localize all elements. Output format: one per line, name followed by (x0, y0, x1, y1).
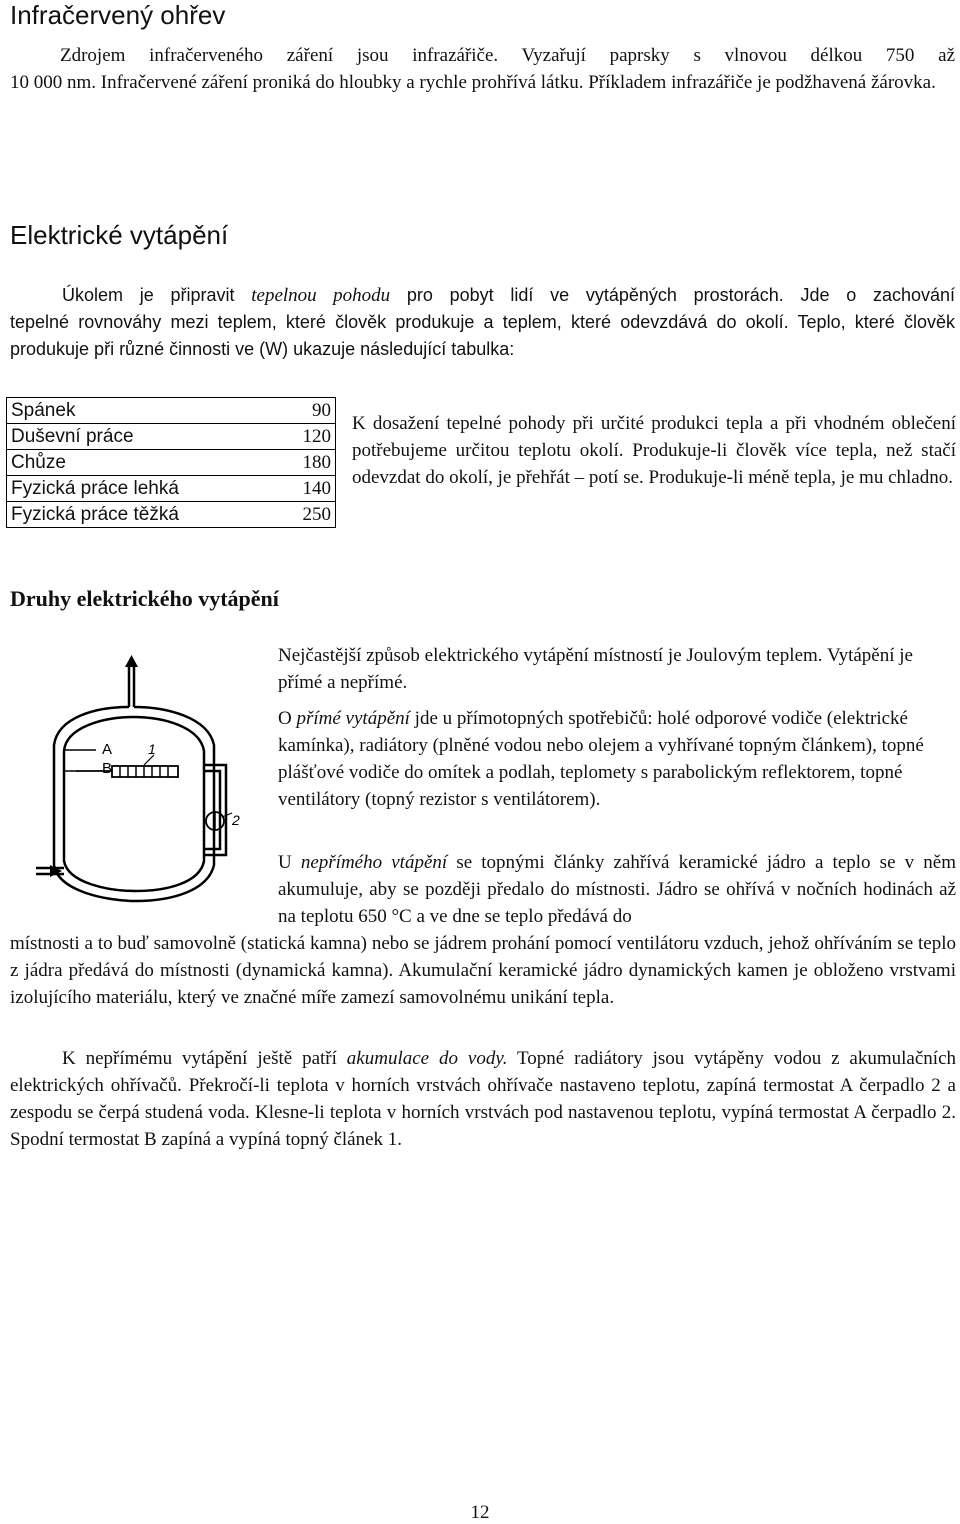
table-row (7, 476, 336, 502)
electric-heating-paragraph-line1 (62, 282, 955, 309)
emphasis-water-accumulation: akumulace do vody. (346, 1048, 508, 1069)
tank-outline (54, 707, 214, 901)
table-row (7, 450, 336, 476)
activity-cell: Spánek (7, 398, 279, 424)
label-2: 2 (232, 812, 240, 828)
electric-heating-paragraph: tepelné rovnováhy mezi teplem, které člověk produkuje a teplem, které odevzdává do okolí. Teplo, které člověk produkuje při různé činnosti ve (W) ukazuje následující tabulka: (10, 312, 955, 359)
heat-production-table (6, 397, 336, 528)
body-text: Topné radiátory jsou vytápěny vodou z akumulačních elektrických ohřívačů. Překročí-li teplota v horních vrstvách ohřívače nastaveno teplotu, zapíná termostat A čerpadlo 2 a zespodu se čerpá studená voda. Klesne-li teplota v horních vrstvách pod nastavenou teplotu, vypíná termostat A čerpadlo 2. Spodní termostat B zapíná a vypíná topný článek 1. (10, 1048, 957, 1150)
activity-cell: Duševní práce (7, 424, 279, 450)
heat-value-cell: 140 (278, 476, 335, 502)
label-1: 1 (148, 741, 156, 757)
types-paragraph-1: Nejčastější způsob elektrického vytápění místností je Joulovým teplem. Vytápění je přímé a nepřímé. (278, 645, 913, 693)
lead-text: U (278, 852, 301, 873)
activity-cell: Chůze (7, 450, 279, 476)
body-text: se topnými články zahřívá keramické jádro a teplo se v něm akumuluje, aby se později předalo do místnosti. Jádro se ohřívá v nočních hodinách až na teplotu 650 °C a ve dne se teplo předává do (278, 852, 956, 927)
direct-heating-paragraph (278, 705, 956, 813)
lead-text: K nepřímému vytápění ještě patří (62, 1048, 347, 1069)
emphasis-indirect-heating: nepřímého vtápění (300, 852, 448, 873)
emphasis-thermal-comfort: tepelnou pohodu (251, 285, 391, 306)
table-row (7, 502, 336, 528)
infrared-paragraph-line1: Zdrojem infračerveného záření jsou infrazářiče. Vyzařují paprsky s vlnovou délkou 750 až (60, 45, 955, 66)
tank-inner (64, 717, 204, 891)
water-heater-diagram (36, 655, 256, 905)
infrared-paragraph: 10 000 nm. Infračervené záření proniká do hloubky a rychle prohřívá látku. Příkladem infrazářiče je podžhavená žárovka. (10, 72, 936, 93)
section-title-infrared: Infračervený ohřev (10, 0, 226, 30)
table-row (7, 424, 336, 450)
water-accumulation-paragraph (10, 1045, 956, 1153)
emphasis-direct-heating: přímé vytápění (296, 708, 410, 729)
indirect-heating-paragraph-narrow (278, 849, 956, 930)
table-row (7, 398, 336, 424)
section-title-types: Druhy elektrického vytápění (10, 586, 279, 611)
heat-value-cell: 180 (278, 450, 335, 476)
heat-value-cell: 90 (278, 398, 335, 424)
indirect-heating-paragraph-wide: místnosti a to buď samovolně (statická kamna) nebo se jádrem prohání pomocí ventilátoru vzduch, jehož ohříváním se teplo z jádra předává do místnosti (dynamická kamna). Akumulační keramické jádro dynamických kamen je obloženo vrstvami izolujícího materiálu, který ve značné míře zamezí samovolnému unikání tepla. (10, 933, 956, 1008)
body-text: jde u přímotopných spotřebičů: holé odporové vodiče (elektrické kamínka), radiátory (plněné vodou nebo olejem a vyhřívané topným článkem), topné plášťové vodiče do omítek a podlah, teplomety s parabolickým reflektorem, topné ventilátory (topný rezistor s ventilátorem). (278, 708, 924, 810)
heat-value-cell: 250 (278, 502, 335, 528)
activity-cell: Fyzická práce těžká (7, 502, 279, 528)
activity-cell: Fyzická práce lehká (7, 476, 279, 502)
heat-value-cell: 120 (278, 424, 335, 450)
section-title-electric-heating: Elektrické vytápění (10, 220, 229, 250)
lead-rest: pro pobyt lidí ve vytápěných prostorách. Jde o zachování (390, 285, 955, 305)
lead-text: Úkolem je připravit (62, 285, 252, 305)
page-number: 12 (470, 1502, 490, 1523)
outflow-arrow-icon (125, 655, 138, 667)
label-a: A (102, 741, 113, 758)
lead-text: O (278, 708, 297, 729)
thermal-comfort-text: K dosažení tepelné pohody při určité produkci tepla a při vhodném oblečení potřebujeme určitou teplotu okolí. Produkuje-li člověk více tepla, než stačí odevzdat do okolí, je přehřát – potí se. Produkuje-li méně tepla, je mu chladno. (352, 413, 956, 488)
label-b: B (102, 760, 113, 777)
